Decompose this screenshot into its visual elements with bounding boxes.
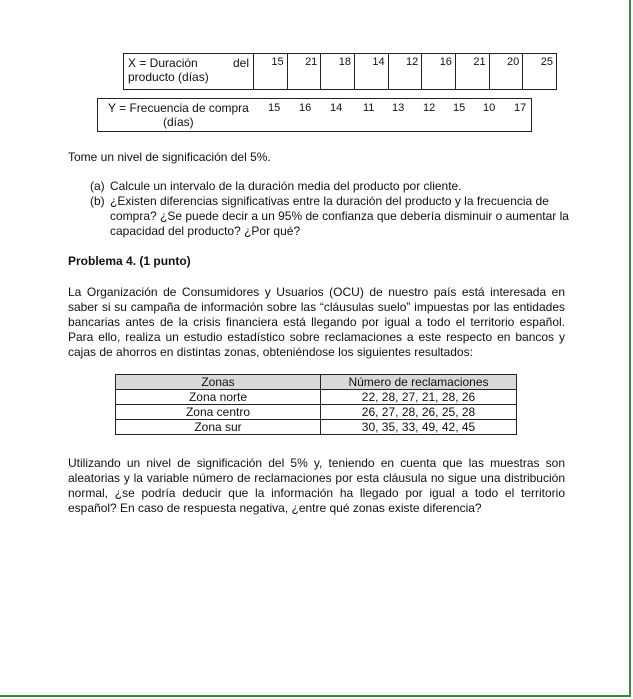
significance-text: Tome un nivel de significación del 5%. — [68, 150, 271, 164]
claims-cell: 22, 28, 27, 21, 28, 26 — [321, 390, 517, 405]
y-value: 12 — [423, 102, 436, 114]
x-value-cell: 21 — [287, 54, 321, 90]
x-value-cell: 16 — [422, 54, 456, 90]
table-header: Número de reclamaciones — [321, 375, 517, 390]
problem-title: Problema 4. (1 punto) — [68, 254, 191, 268]
x-data-table — [123, 53, 557, 90]
zone-cell: Zona centro — [116, 405, 321, 420]
table-row — [116, 390, 517, 405]
list-item — [90, 179, 570, 194]
list-text: Calcule un intervalo de la duración media del producto por cliente. — [110, 179, 462, 193]
x-value-cell: 14 — [354, 54, 388, 90]
list-marker: (a) — [90, 179, 105, 193]
y-label — [108, 101, 253, 129]
questions-list — [90, 179, 570, 239]
x-value-cell: 18 — [321, 54, 355, 90]
x-value-cell: 21 — [455, 54, 489, 90]
claims-cell: 26, 27, 28, 26, 25, 28 — [321, 405, 517, 420]
problem-intro: La Organización de Consumidores y Usuarios (OCU) de nuestro país está interesada en saber si su campaña de información sobre las “cláusulas suelo” impuestas por las entidades bancarias antes de la crisis financiera está llegando por igual a todo el territorio español. Para ello, realiza un estudio estadístico sobre reclamaciones a este respecto en bancos y cajas de ahorros en distintas zonas, obteniéndose los siguientes resultados: — [68, 285, 565, 359]
table-header-row — [116, 375, 517, 390]
table-header: Zonas — [116, 375, 321, 390]
x-label-line1-right: del — [232, 56, 249, 70]
list-text: ¿Existen diferencias significativas entre la duración del producto y la frecuencia de compra? ¿Se puede decir a un 95% de confianza que debería disminuir o aumentar la capacidad del producto? ¿Por qué? — [110, 194, 569, 238]
zone-cell: Zona sur — [116, 420, 321, 435]
x-value-cell: 12 — [388, 54, 422, 90]
x-value-cell: 25 — [523, 54, 557, 90]
x-label-cell — [124, 54, 254, 90]
y-label-line2: (días) — [163, 115, 194, 129]
y-value: 13 — [392, 102, 405, 114]
y-value: 15 — [268, 102, 281, 114]
x-value-cell: 15 — [254, 54, 288, 90]
y-value: 17 — [514, 102, 527, 114]
table-row — [116, 405, 517, 420]
x-value-cell: 20 — [489, 54, 523, 90]
claims-cell: 30, 35, 33, 49, 42, 45 — [321, 420, 517, 435]
y-value: 15 — [453, 102, 466, 114]
list-marker: (b) — [90, 194, 105, 208]
x-label-line2: producto (días) — [128, 70, 209, 84]
list-item — [90, 194, 570, 239]
problem-question: Utilizando un nivel de significación del 5% y, teniendo en cuenta que las muestras son aleatorias y la variable número de reclamaciones por esta cláusula no sigue una distribución normal, ¿se podría deducir que la información ha llegado por igual a todo el territorio español? En caso de respuesta negativa, ¿entre qué zonas existe diferencia? — [68, 456, 565, 515]
y-label-line1: Y = Frecuencia de compra — [108, 101, 249, 115]
y-value: 16 — [299, 102, 312, 114]
y-data-table — [97, 98, 532, 132]
x-label-line1-left: X = Duración — [128, 56, 198, 70]
y-value: 14 — [330, 102, 343, 114]
y-value: 11 — [363, 102, 375, 114]
y-value: 10 — [483, 102, 496, 114]
table-row — [116, 420, 517, 435]
zone-cell: Zona norte — [116, 390, 321, 405]
claims-table — [115, 374, 517, 435]
